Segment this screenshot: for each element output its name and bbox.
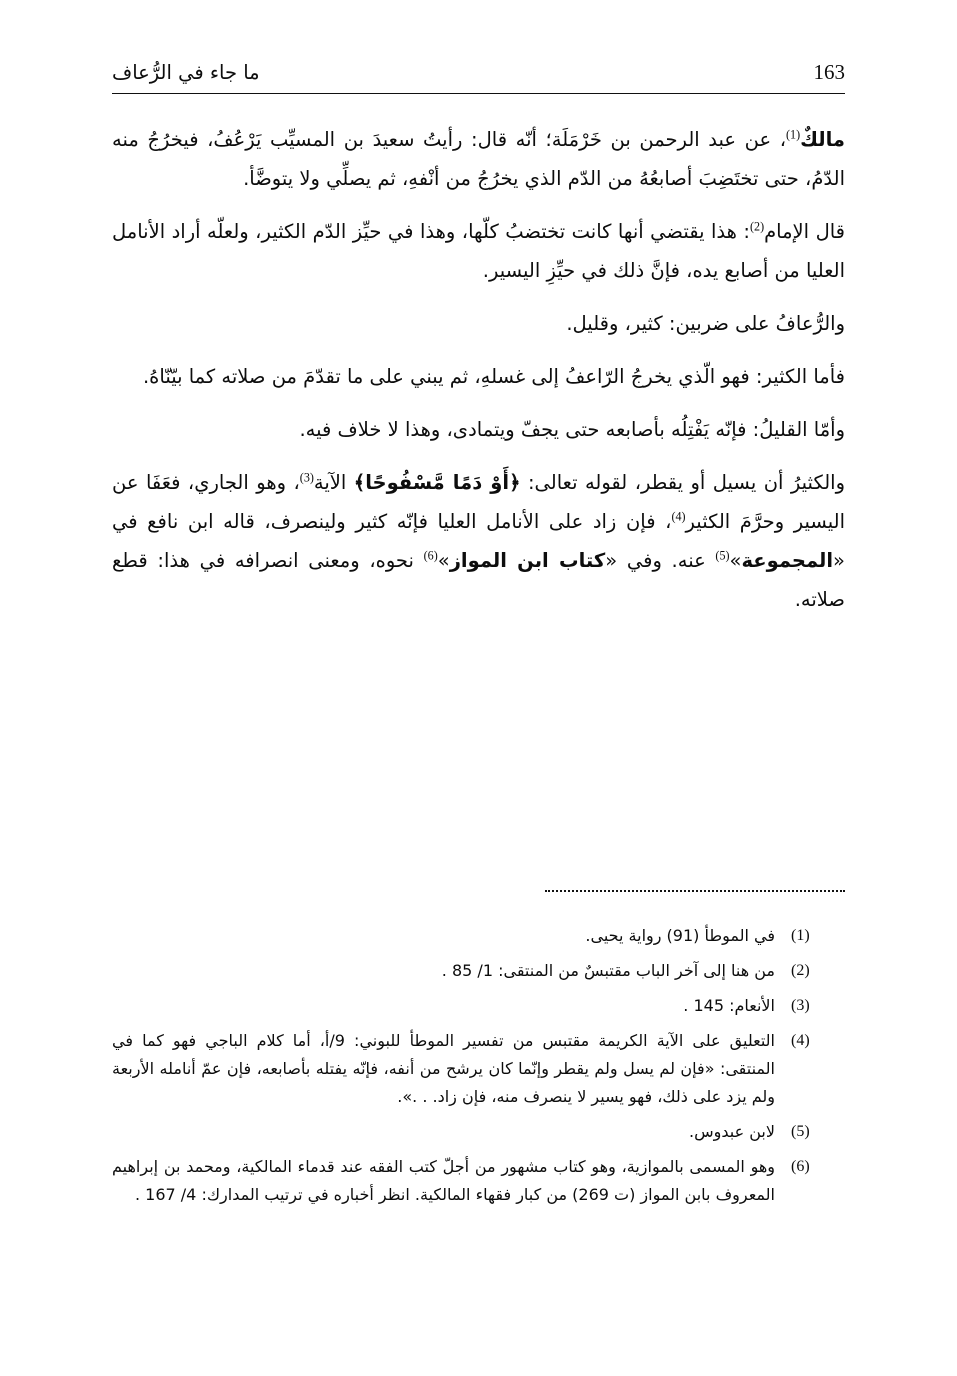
footnote-item bbox=[112, 1118, 845, 1146]
footnote-text: التعليق على الآية الكريمة مقتبس من تفسير الموطأ للبوني: 9/أ، أما كلام الباجي فهو كما في المنتقى: «فإن لم يسل ولم يقطر وإنّما كان يرشح من أنفه، فإنّه يفتله بأصابعه، فإن عمّ أنامله الأربعة ولم يزد على ذلك، فهو يسير لا ينصرف منه، فإن زاد. . .». bbox=[112, 1031, 775, 1106]
footnote-marker: (5) bbox=[791, 1123, 810, 1140]
footnotes-list bbox=[112, 922, 845, 1216]
body-text bbox=[112, 120, 845, 619]
footnote-marker: (3) bbox=[791, 997, 810, 1014]
paragraph-2: قال الإمام$^{(2)}$: هذا يقتضي أنها كانت تختضبُ كلّها، وهذا في حيِّز الدّم الكثير، ولعلّه أراد الأنامل العليا من أصابع يده، فإنَّ ذلك في حيِّزِ اليسير. bbox=[112, 219, 845, 282]
footnote-item bbox=[112, 1153, 845, 1209]
paragraph-5: وأمّا القليلُ: فإنّه يَفْتِلُه بأصابعه حتى يجفّ ويتمادى، وهذا لا خلاف فيه. bbox=[299, 418, 845, 441]
footnote-item bbox=[112, 922, 845, 950]
footnote-marker: (1) bbox=[791, 927, 810, 944]
paragraph-3: والرُّعافُ على ضربين: كثير، وقليل. bbox=[566, 312, 845, 335]
footnote-text: الأنعام: 145 . bbox=[683, 996, 775, 1015]
footnote-text: في الموطأ (91) رواية يحيى. bbox=[585, 926, 775, 945]
running-title: ما جاء في الرُّعاف bbox=[112, 61, 260, 84]
footnote-text: من هنا إلى آخر الباب مقتبسٌ من المنتقى: 1/ 85 . bbox=[441, 961, 775, 980]
footnote-text: وهو المسمى بالموازية، وهو كتاب مشهور من أجلّ كتب الفقه عند قدماء المالكية، ومحمد بن إبراهيم المعروف بابن المواز (ت 269) من كبار فقهاء المالكية. انظر أخباره في ترتيب المدارك: 4/ 167 . bbox=[112, 1157, 775, 1204]
page-number: 163 bbox=[813, 60, 845, 84]
page-header bbox=[112, 60, 845, 91]
paragraph-2-text: : هذا يقتضي أنها كانت تختضبُ كلّها، وهذا في حيِّز الدّم الكثير، ولعلّه أراد الأنامل العليا من أصابع يده، فإنَّ ذلك في حيِّزِ اليسير. bbox=[112, 220, 845, 282]
paragraph-1: مالكٌ$^{(1)}$، عن عبد الرحمن بن خَرْمَلَة؛ أنّه قال: رأيتُ سعيدَ بن المسيِّب يَرْعُفُ، فيخرُجُ منه الدّمُ، حتى تختَضِبَ أصابعُهُ من الدّم الذي يخرُجُ من أنْفهِ، ثم يصلِّي ولا يتوضَّأ. bbox=[112, 127, 845, 190]
paragraph-6: والكثيرُ أن يسيل أو يقطر، لقوله تعالى: ﴿أَوْ دَمًا مَّسْفُوحًا﴾ الآية$^{(3)}$، وهو الجاري، فعَفَا عن اليسير وحرَّمَ الكثير$^{(4)}$، فإن زاد على الأنامل العليا فإنّه كثير ولينصرف، قاله ابن نافع في «المجموعة»$^{(5)}$ عنه. وفي «كتاب ابن المواز»$^{(6)}$ نحوه، ومعنى انصرافه في هذا: قطع صلاته. bbox=[112, 470, 846, 611]
page-content bbox=[112, 60, 845, 1336]
footnote-marker: (2) bbox=[791, 962, 810, 979]
footnote-separator bbox=[545, 890, 845, 892]
footnote-item bbox=[112, 1027, 845, 1111]
header-rule bbox=[112, 93, 845, 94]
footnote-text: لابن عبدوس. bbox=[689, 1122, 775, 1141]
footnote-item bbox=[112, 957, 845, 985]
paragraph-1-text: ، عن عبد الرحمن بن خَرْمَلَة؛ أنّه قال: رأيتُ سعيدَ بن المسيِّب يَرْعُفُ، فيخرُجُ منه الدّمُ، حتى تختَضِبَ أصابعُهُ من الدّم الذي يخرُجُ من أنْفهِ، ثم يصلِّي ولا يتوضَّأ. bbox=[112, 128, 845, 190]
footnote-marker: (4) bbox=[791, 1032, 810, 1049]
paragraph-4: فأما الكثير: فهو الّذي يخرجُ الرّاعفُ إلى غسلهِ، ثم يبني على ما تقدّمَ من صلاته كما بيّنّاهُ. bbox=[142, 365, 845, 388]
footnote-marker: (6) bbox=[791, 1158, 810, 1175]
footnote-item bbox=[112, 992, 845, 1020]
